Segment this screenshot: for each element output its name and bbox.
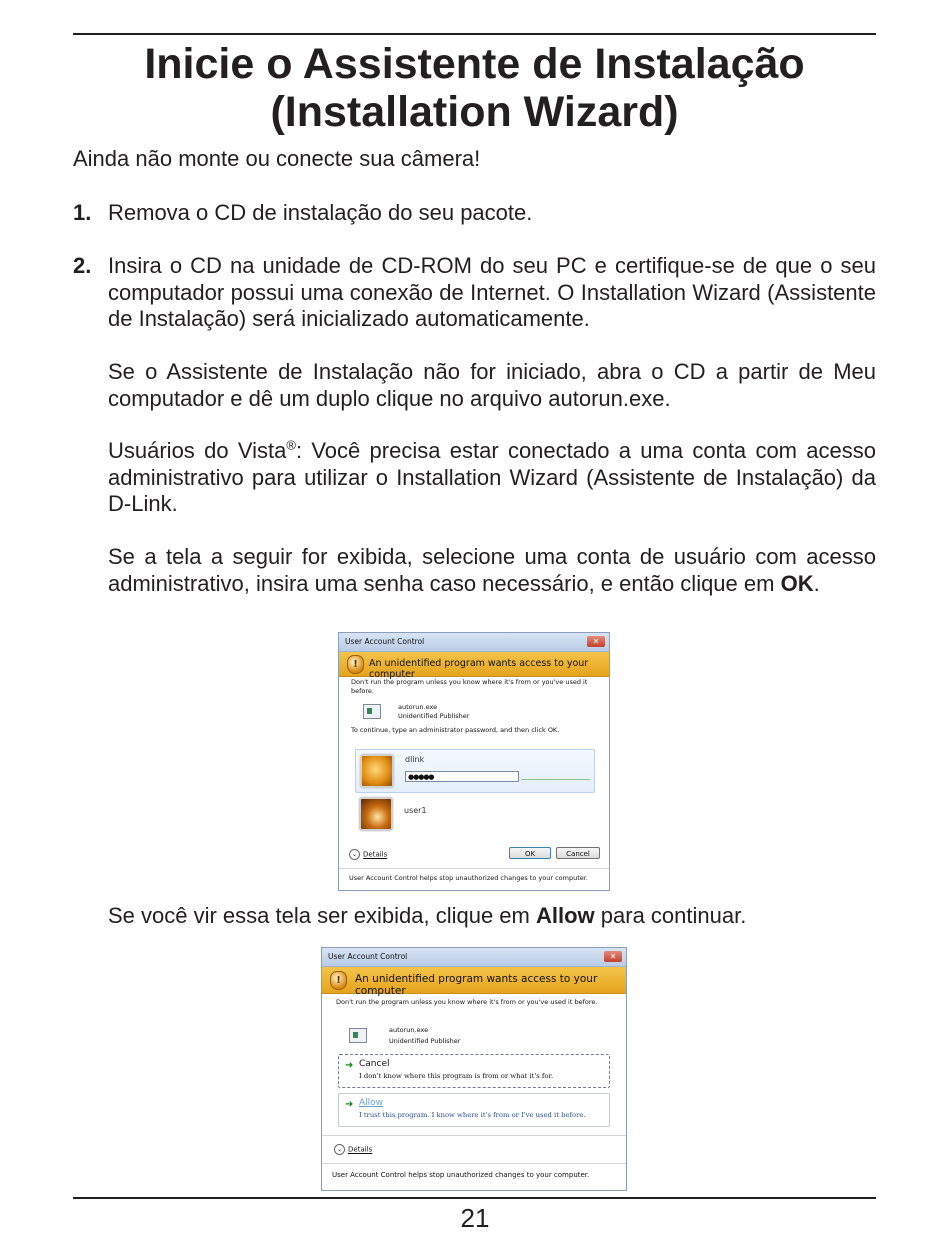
bottom-rule — [73, 1197, 876, 1199]
close-icon[interactable]: ✕ — [587, 636, 605, 647]
uac-password-dialog — [338, 632, 610, 891]
details-toggle[interactable] — [349, 849, 387, 860]
dialog-title-bar — [339, 633, 609, 652]
avatar — [360, 754, 394, 788]
avatar — [359, 797, 393, 831]
top-rule — [73, 33, 876, 35]
publisher-name: Unidentified Publisher — [389, 1037, 461, 1045]
program-name: autorun.exe — [398, 703, 438, 711]
warning-text: Don't run the program unless you know where it's from or you've used it before. — [336, 998, 598, 1006]
program-icon — [363, 704, 381, 719]
banner-text: An unidentified program wants access to your computer — [369, 658, 589, 680]
arrow-icon: ➜ — [345, 1099, 354, 1110]
select-prefix: Se a tela a seguir for exibida, selecione uma conta de usuário com acesso administrativo, insira uma senha caso necessário, e então clique em — [108, 544, 876, 596]
allow-paragraph — [108, 903, 876, 930]
page-number: 21 — [460, 1203, 490, 1233]
password-underline — [521, 779, 590, 780]
ok-emphasis: OK — [780, 570, 814, 596]
chevron-down-icon: ⌄ — [349, 849, 360, 860]
step-2-text: Insira o CD na unidade de CD-ROM do seu PC e certifique-se de que o seu computador possui uma conexão de Internet. O Installation Wizard (Assistente de Instalação) será inicializado automaticamente. — [108, 253, 876, 331]
footer-divider — [322, 1163, 626, 1164]
close-icon[interactable]: ✕ — [604, 951, 622, 962]
footer-text: User Account Control helps stop unauthorized changes to your computer. — [349, 874, 588, 882]
shield-icon: ! — [347, 655, 364, 674]
allow-suffix: para continuar. — [594, 903, 747, 928]
select-account-paragraph — [108, 544, 876, 597]
allow-emphasis: Allow — [535, 903, 595, 928]
intro-warning: Ainda não monte ou conecte sua câmera! — [73, 146, 481, 171]
page-title — [73, 40, 876, 136]
user-tile-user1[interactable] — [355, 795, 595, 833]
password-field[interactable]: ●●●●● — [405, 771, 519, 782]
dialog-title: User Account Control — [328, 952, 408, 961]
dialog-title: User Account Control — [345, 637, 425, 646]
allow-option[interactable] — [338, 1093, 610, 1127]
user-name-dlink: dlink — [405, 755, 425, 764]
cancel-option[interactable] — [338, 1054, 610, 1088]
details-divider — [322, 1135, 626, 1136]
step-2-number: 2. — [73, 253, 92, 278]
select-suffix: . — [813, 570, 820, 596]
vista-rest: : Você precisa estar conectado a uma conta com acesso administrativo para utilizar o Installation Wizard (Assistente de Instalação) da D-Link. — [108, 438, 876, 516]
step-1-number: 1. — [73, 200, 92, 225]
footer-divider — [339, 868, 609, 869]
instruction-text: To continue, type an administrator password, and then click OK. — [351, 726, 560, 734]
footer-text: User Account Control helps stop unauthorized changes to your computer. — [332, 1171, 590, 1179]
details-toggle[interactable] — [334, 1144, 372, 1155]
program-icon — [349, 1028, 367, 1043]
allow-prefix: Se você vir essa tela ser exibida, clique em — [108, 903, 536, 928]
arrow-icon: ➜ — [345, 1060, 354, 1071]
ok-button[interactable]: OK — [509, 847, 551, 859]
registered-mark: ® — [286, 437, 296, 453]
autorun-paragraph: Se o Assistente de Instalação não for iniciado, abra o CD a partir de Meu computador e dê um duplo clique no arquivo autorun.exe. — [108, 359, 876, 411]
user-name-user1: user1 — [404, 806, 427, 815]
vista-paragraph — [108, 438, 876, 518]
page-title-line1: Inicie o Assistente de Instalação — [144, 40, 805, 88]
details-label: Details — [348, 1145, 373, 1154]
dialog-title-bar — [322, 948, 626, 967]
warning-text: Don't run the program unless you know where it's from or you've used it before. — [351, 678, 588, 695]
page-title-line2: (Installation Wizard) — [270, 88, 679, 136]
user-tile-dlink[interactable] — [355, 749, 595, 793]
cancel-option-title: Cancel — [359, 1059, 390, 1069]
cancel-option-description: I don't know where this program is from or what it's for. — [359, 1072, 554, 1080]
allow-option-description: I trust this program. I know where it's from or I've used it before. — [359, 1111, 586, 1119]
uac-allow-dialog — [321, 947, 627, 1191]
publisher-name: Unidentified Publisher — [398, 712, 470, 720]
banner-text: An unidentified program wants access to your computer — [355, 973, 598, 997]
chevron-down-icon: ⌄ — [334, 1144, 345, 1155]
program-name: autorun.exe — [389, 1026, 429, 1034]
cancel-button[interactable]: Cancel — [556, 847, 600, 859]
shield-icon: ! — [330, 971, 347, 990]
step-1-text: Remova o CD de instalação do seu pacote. — [108, 200, 533, 225]
allow-option-title: Allow — [359, 1098, 384, 1108]
warning-banner — [339, 652, 609, 680]
details-label: Details — [363, 850, 388, 859]
vista-prefix: Usuários do Vista — [108, 438, 287, 463]
warning-banner — [322, 967, 626, 997]
